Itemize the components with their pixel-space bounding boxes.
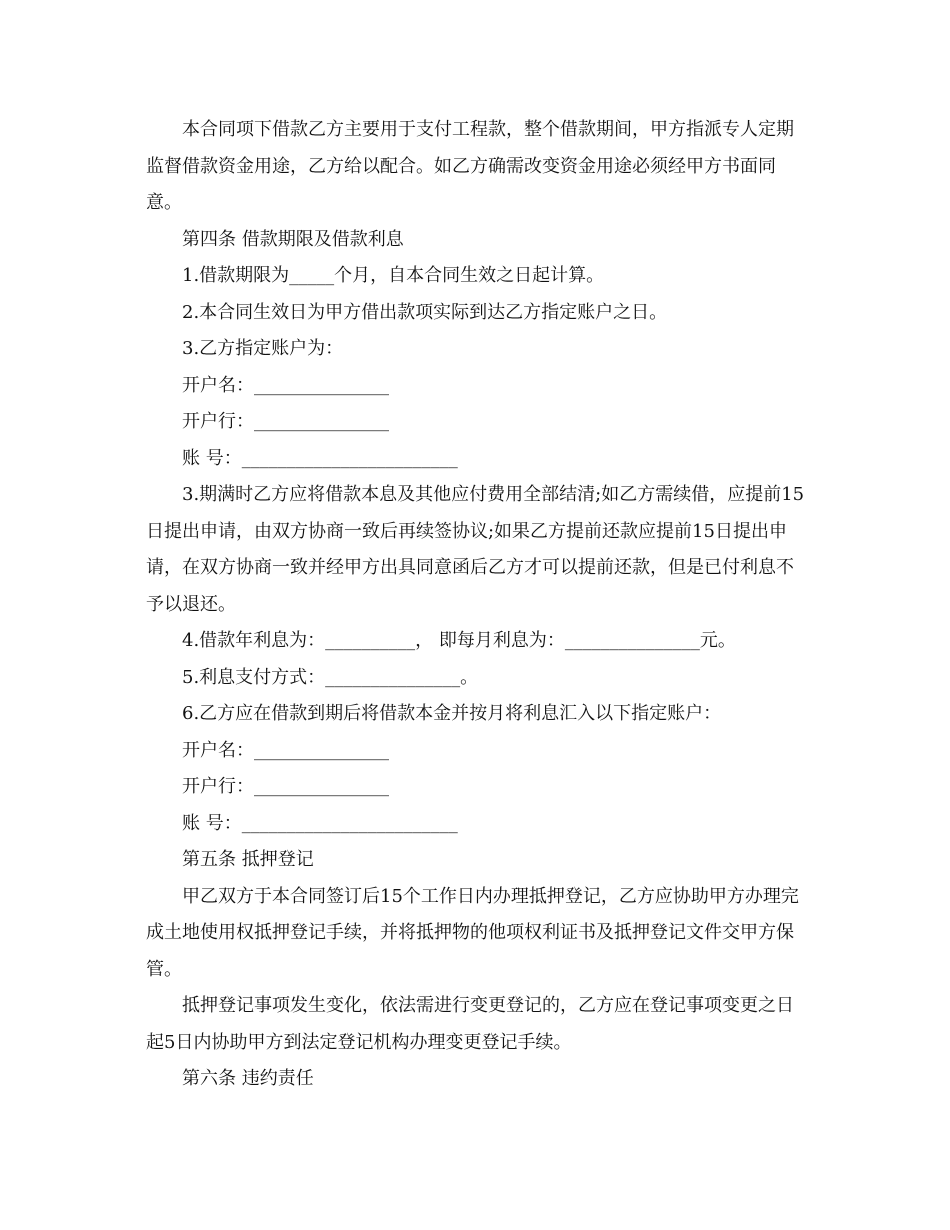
clause-effective-date: 2.本合同生效日为甲方借出款项实际到达乙方指定账户之日。	[182, 301, 668, 323]
heading-article-6: 第六条 违约责任	[182, 1068, 314, 1089]
clause-loan-term: 1.借款期限为_____个月，自本合同生效之日起计算。	[182, 265, 605, 286]
account-number-field: 账 号：________________________	[182, 447, 458, 469]
repay-account-name-field: 开户名：_______________	[182, 739, 389, 761]
heading-article-4: 第四条 借款期限及借款利息	[182, 228, 404, 250]
account-name-field: 开户名：_______________	[182, 374, 389, 396]
heading-article-5: 第五条 抵押登记	[182, 849, 314, 870]
paragraph-loan-purpose: 本合同项下借款乙方主要用于支付工程款，整个借款期间，甲方指派专人定期监督借款资金用途，乙方给以配合。如乙方确需改变资金用途必须经甲方书面同意。	[146, 119, 794, 213]
clause-designated-account: 3.乙方指定账户为：	[182, 338, 344, 359]
contract-body	[146, 112, 806, 1098]
repay-account-number-field: 账 号：________________________	[182, 812, 458, 834]
clause-mortgage-registration: 甲乙双方于本合同签订后15个工作日内办理抵押登记，乙方应协助甲方办理完成土地使用权抵押登记手续，并将抵押物的他项权利证书及抵押登记文件交甲方保管。	[146, 885, 799, 980]
clause-repayment: 3.期满时乙方应将借款本息及其他应付费用全部结清;如乙方需续借，应提前15日提出申请，由双方协商一致后再续签协议;如果乙方提前还款应提前15日提出申请，在双方协商一致并经甲方出具同意函后乙方才可以提前还款，但是已付利息不予以退还。	[146, 484, 805, 615]
clause-mortgage-change: 抵押登记事项发生变化，依法需进行变更登记的，乙方应在登记事项变更之日起5日内协助甲方到法定登记机构办理变更登记手续。	[146, 995, 794, 1053]
clause-repayment-account: 6.乙方应在借款到期后将借款本金并按月将利息汇入以下指定账户：	[182, 703, 722, 724]
clause-interest-rate: 4.借款年利息为：__________， 即每月利息为：_______________元。	[182, 630, 736, 651]
repay-account-bank-field: 开户行：_______________	[182, 776, 389, 797]
clause-interest-payment: 5.利息支付方式：_______________。	[182, 666, 479, 688]
account-bank-field: 开户行：_______________	[182, 411, 389, 432]
